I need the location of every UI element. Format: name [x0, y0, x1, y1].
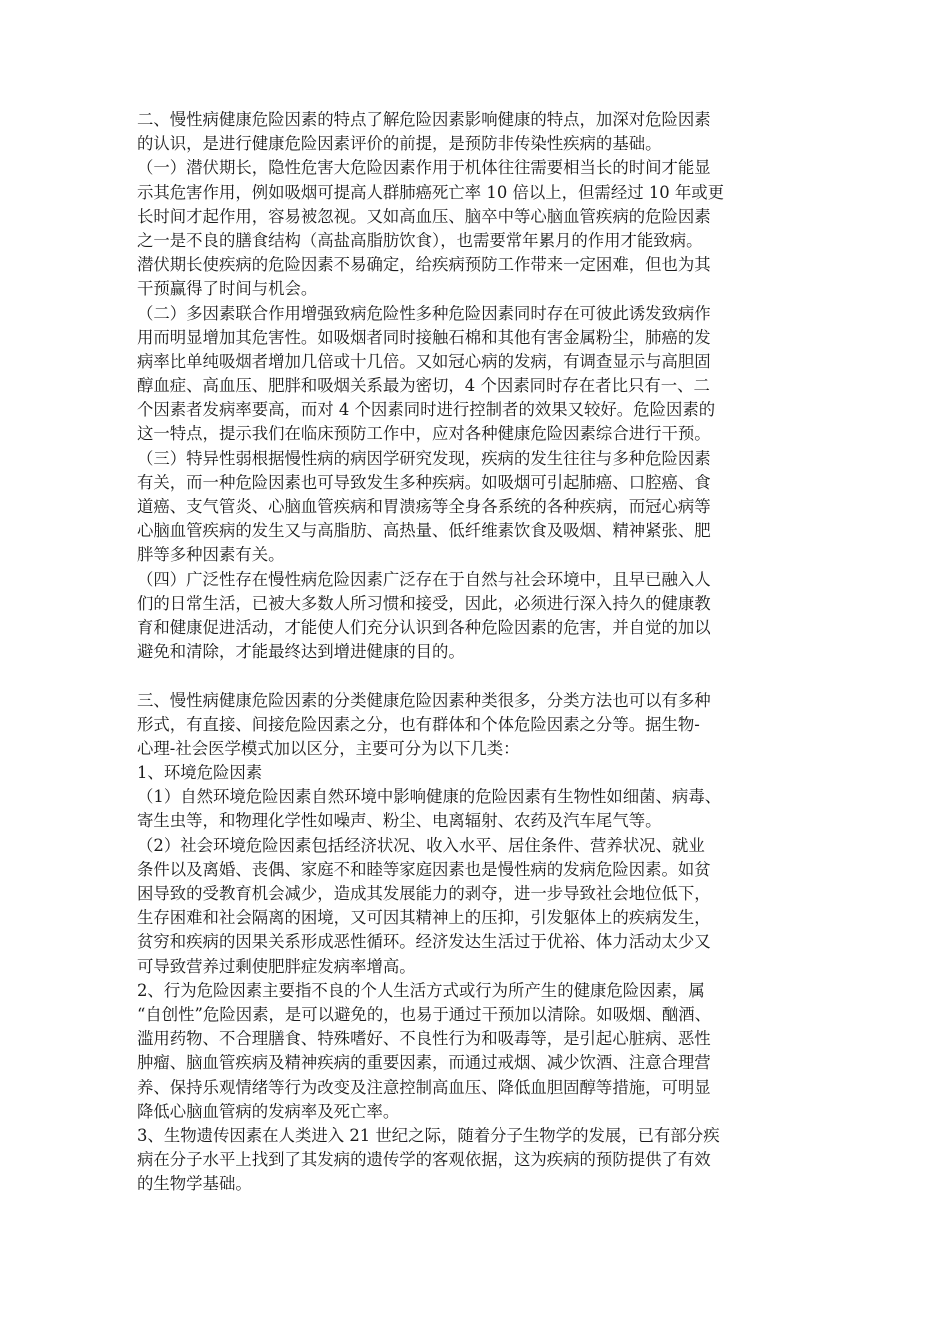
- text-line: 二、慢性病健康危险因素的特点了解危险因素影响健康的特点，加深对危险因素: [137, 110, 711, 129]
- text-line: （二）多因素联合作用增强致病危险性多种危险因素同时存在可彼此诱发致病作: [137, 303, 711, 323]
- text-line: （2）社会环境危险因素包括经济状况、收入水平、居住条件、营养状况、就业: [137, 835, 705, 855]
- text-line: 有关，而一种危险因素也可导致发生多种疾病。如吸烟可引起肺癌、口腔癌、食: [137, 472, 711, 492]
- text-line: 病率比单纯吸烟者增加几倍或十几倍。又如冠心病的发病，有调查显示与高胆固: [137, 351, 711, 371]
- text-line: 2、行为危险因素主要指不良的个人生活方式或行为所产生的健康危险因素，属: [137, 980, 705, 1000]
- text-line: 可导致营养过剩使肥胖症发病率增高。: [137, 956, 416, 976]
- paragraph-gap: [137, 664, 817, 688]
- text-line: 贫穷和疾病的因果关系形成恶性循环。经济发达生活过于优裕、体力活动太少又: [137, 932, 711, 952]
- text-line: 条件以及离婚、丧偶、家庭不和睦等家庭因素也是慢性病的发病危险因素。如贫: [137, 859, 711, 879]
- text-line: 1、环境危险因素: [137, 763, 263, 783]
- text-line: （四）广泛性存在慢性病危险因素广泛存在于自然与社会环境中，且早已融入人: [137, 569, 711, 589]
- text-line: 3、生物遗传因素在人类进入 21 世纪之际，随着分子生物学的发展，已有部分疾: [137, 1125, 720, 1145]
- text-line: 醇血症、高血压、肥胖和吸烟关系最为密切，4 个因素同时存在者比只有一、二: [137, 376, 710, 396]
- text-line: 们的日常生活，已被大多数人所习惯和接受，因此，必须进行深入持久的健康教: [137, 593, 711, 613]
- text-line: 心理-社会医学模式加以区分，主要可分为以下几类：: [137, 738, 520, 758]
- text-line: 心脑血管疾病的发生又与高脂肪、高热量、低纤维素饮食及吸烟、精神紧张、肥: [137, 521, 711, 541]
- text-line: 示其危害作用，例如吸烟可提高人群肺癌死亡率 10 倍以上，但需经过 10 年或更: [137, 182, 725, 202]
- text-line: 生存困难和社会隔离的困境，又可因其精神上的压抑，引发躯体上的疾病发生，: [137, 908, 711, 928]
- text-line: 的生物学基础。: [137, 1174, 252, 1194]
- text-line: 困导致的受教育机会减少，造成其发展能力的剥夺，进一步导致社会地位低下，: [137, 884, 711, 903]
- text-line: 形式，有直接、间接危险因素之分，也有群体和个体危险因素之分等。据生物-: [137, 714, 700, 734]
- text-line: （一）潜伏期长，隐性危害大危险因素作用于机体往往需要相当长的时间才能显: [137, 158, 711, 178]
- document-body: [137, 108, 817, 1196]
- text-line: 潜伏期长使疾病的危险因素不易确定，给疾病预防工作带来一定困难，但也为其: [137, 255, 711, 275]
- text-line: 育和健康促进活动，才能使人们充分认识到各种危险因素的危害，并自觉的加以: [137, 617, 711, 637]
- text-line: 个因素者发病率要高，而对 4 个因素同时进行控制者的效果又较好。危险因素的: [137, 400, 716, 420]
- text-line: 滥用药物、不合理膳食、特殊嗜好、不良性行为和吸毒等，是引起心脏病、恶性: [137, 1029, 711, 1049]
- section-3: [137, 689, 817, 1197]
- text-line: （1）自然环境危险因素自然环境中影响健康的危险因素有生物性如细菌、病毒、: [137, 787, 722, 807]
- section-2: [137, 108, 817, 664]
- text-line: 干预赢得了时间与机会。: [137, 279, 318, 299]
- text-line: “自创性”危险因素，是可以避免的，也易于通过干预加以清除。如吸烟、酗酒、: [137, 1004, 712, 1024]
- text-line: 病在分子水平上找到了其发病的遗传学的客观依据，这为疾病的预防提供了有效: [137, 1150, 711, 1170]
- text-line: 寄生虫等，和物理化学性如噪声、粉尘、电离辐射、农药及汽车尾气等。: [137, 811, 662, 831]
- text-line: 用而明显增加其危害性。如吸烟者同时接触石棉和其他有害金属粉尘，肺癌的发: [137, 327, 711, 347]
- text-line: 三、慢性病健康危险因素的分类健康危险因素种类很多，分类方法也可以有多种: [137, 690, 711, 710]
- text-line: 胖等多种因素有关。: [137, 545, 285, 565]
- text-line: 之一是不良的膳食结构（高盐高脂肪饮食），也需要常年累月的作用才能致病。: [137, 230, 703, 250]
- text-line: 避免和清除，才能最终达到增进健康的目的。: [137, 642, 465, 662]
- text-line: 养、保持乐观情绪等行为改变及注意控制高血压、降低血胆固醇等措施，可明显: [137, 1077, 711, 1097]
- text-line: 肿瘤、脑血管疾病及精神疾病的重要因素，而通过戒烟、减少饮酒、注意合理营: [137, 1053, 711, 1073]
- text-line: 降低心脑血管病的发病率及死亡率。: [137, 1101, 400, 1121]
- text-line: 的认识，是进行健康危险因素评价的前提，是预防非传染性疾病的基础。: [137, 134, 662, 154]
- text-line: 长时间才起作用，容易被忽视。又如高血压、脑卒中等心脑血管疾病的危险因素: [137, 206, 711, 226]
- text-line: 道癌、支气管炎、心脑血管疾病和胃溃疡等全身各系统的各种疾病，而冠心病等: [137, 497, 711, 516]
- text-line: 这一特点，提示我们在临床预防工作中，应对各种健康危险因素综合进行干预。: [137, 424, 711, 444]
- text-line: （三）特异性弱根据慢性病的病因学研究发现，疾病的发生往往与多种危险因素: [137, 448, 711, 468]
